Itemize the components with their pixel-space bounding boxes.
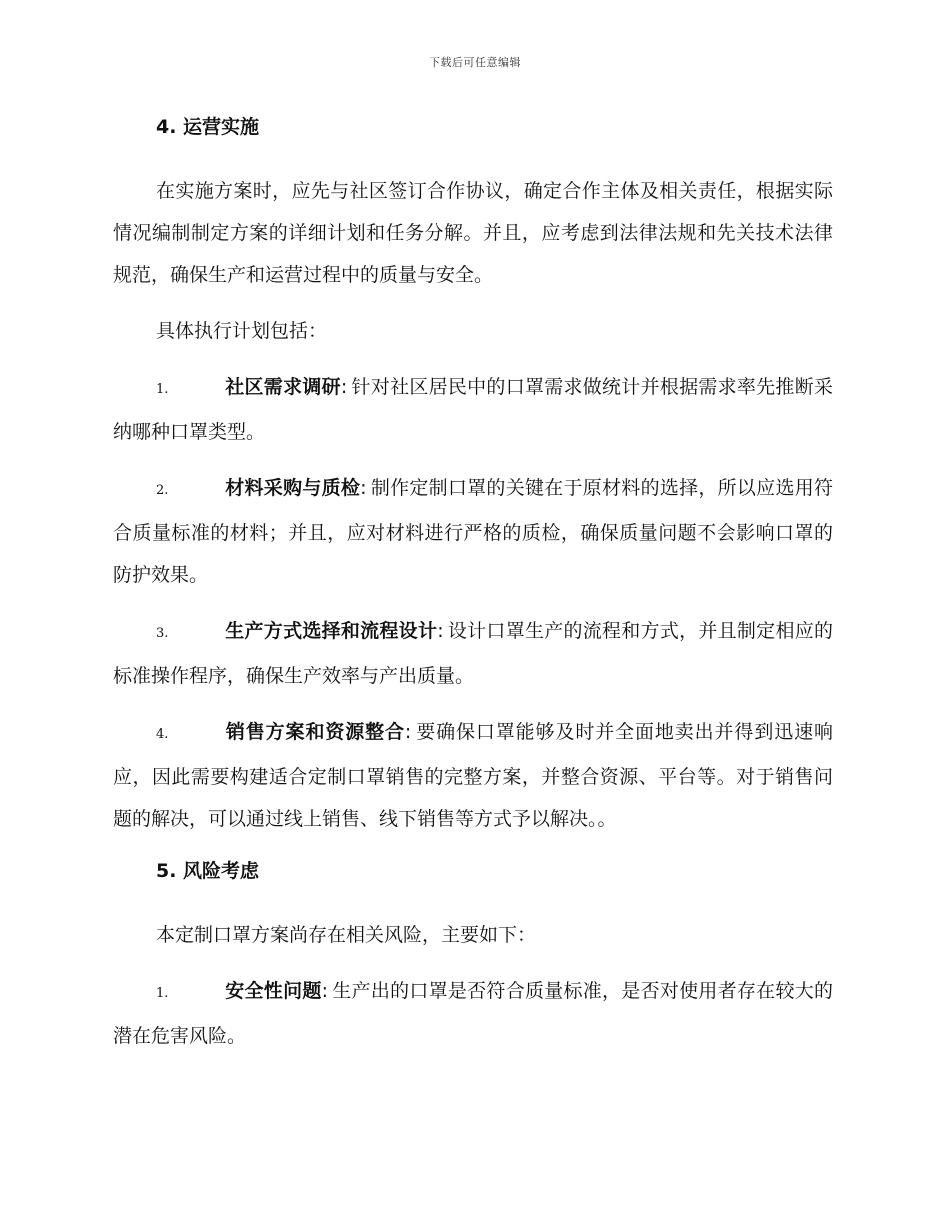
page-header-note: 下载后可任意编辑: [429, 56, 521, 69]
list-item-colon: :: [437, 620, 444, 642]
section-intro-paragraph: 在实施方案时，应先与社区签订合作协议，确定合作主体及相关责任，根据实际情况编制制定方案的详细计划和任务分解。并且，应考虑到法律法规和先关技术法律规范，确保生产和运营过程中的质量与安全。: [113, 180, 833, 286]
list-item-colon: :: [404, 721, 412, 743]
list-item-term: 社区需求调研: [225, 376, 341, 398]
list-item: [113, 610, 833, 697]
list-item-number: 4.: [156, 727, 169, 742]
list-item: [113, 970, 833, 1057]
list-item-number: 3.: [156, 626, 169, 641]
list-item-colon: :: [321, 980, 329, 1002]
list-item-number: 1.: [156, 382, 169, 397]
list-item-number: 1.: [156, 986, 169, 1001]
list-item-colon: :: [340, 376, 348, 398]
section-heading-operations: 4. 运营实施: [156, 116, 260, 138]
list-item-term: 安全性问题: [225, 980, 322, 1002]
list-item-colon: :: [360, 477, 367, 499]
list-item-term: 销售方案和资源整合: [225, 721, 405, 743]
list-item-text: 要确保口罩能够及时并全面地卖出并得到迅速响应，因此需要构建适合定制口罩销售的完整方案，并整合资源、平台等。对于销售问题的解决，可以通过线上销售、线下销售等方式予以解决。。: [113, 721, 833, 830]
list-item: [113, 467, 833, 596]
list-item-number: 2.: [156, 483, 169, 498]
list-item-text: 设计口罩生产的流程和方式，并且制定相应的标准操作程序，确保生产效率与产出质量。: [113, 620, 833, 687]
plan-label: 具体执行计划包括：: [156, 320, 328, 342]
list-item: [113, 711, 833, 840]
list-item-term: 生产方式选择和流程设计: [225, 620, 438, 642]
list-item-text: 针对社区居民中的口罩需求做统计并根据需求率先推断采纳哪种口罩类型。: [113, 376, 833, 443]
section-intro-paragraph: 本定制口罩方案尚存在相关风险，主要如下：: [156, 924, 537, 946]
document-body: [113, 110, 833, 1071]
list-item-term: 材料采购与质检: [225, 477, 361, 499]
list-item-text: 制作定制口罩的关键在于原材料的选择，所以应选用符合质量标准的材料；并且，应对材料进行严格的质检，确保质量问题不会影响口罩的防护效果。: [113, 477, 833, 586]
list-item: [113, 366, 833, 453]
list-item-text: 生产出的口罩是否符合质量标准，是否对使用者存在较大的潜在危害风险。: [113, 980, 833, 1047]
section-heading-risks: 5. 风险考虑: [156, 860, 260, 882]
